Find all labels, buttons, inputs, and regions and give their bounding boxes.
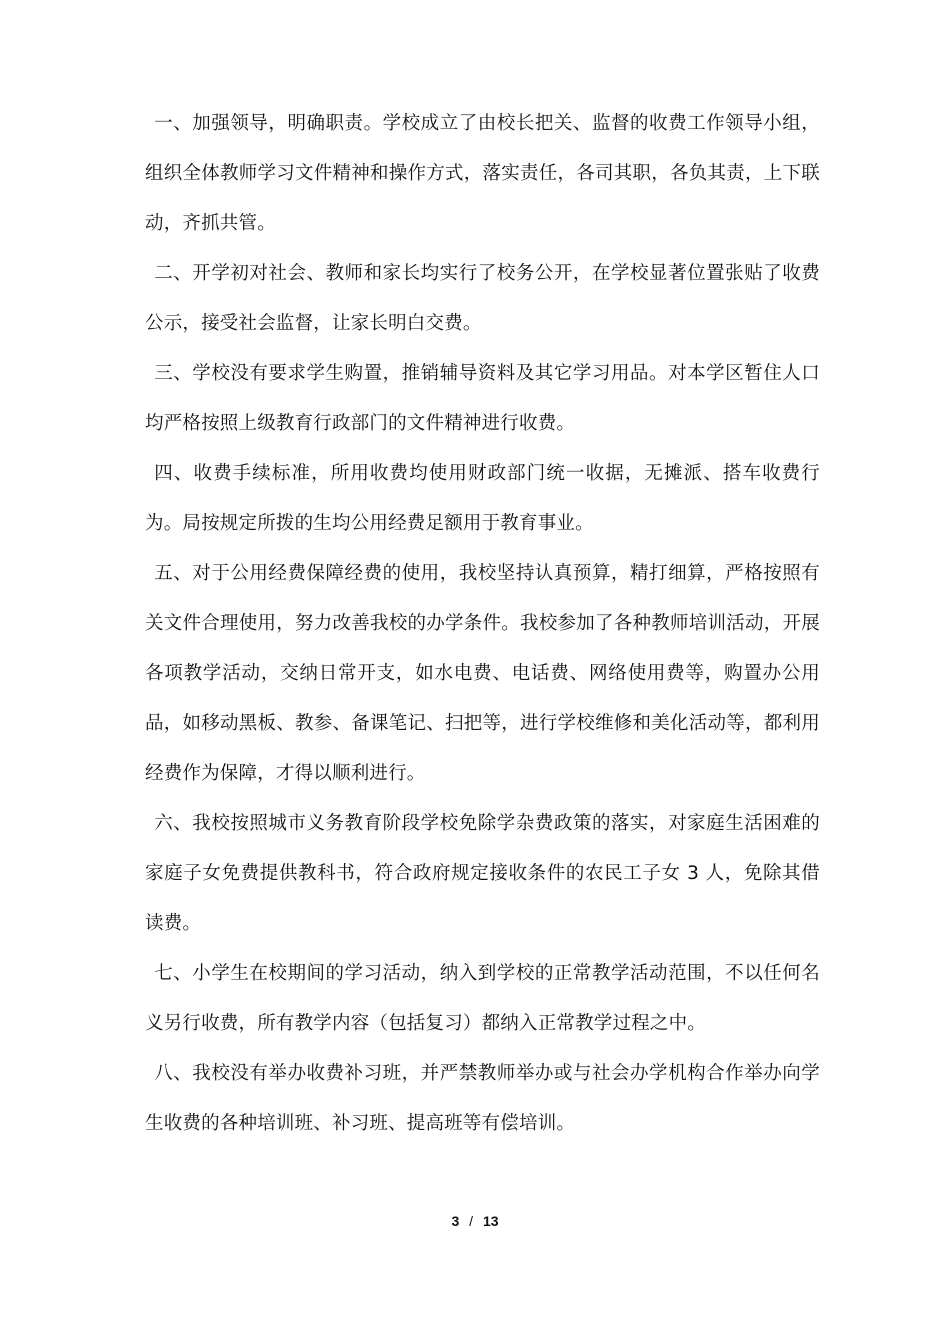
paragraph-1: 一、加强领导，明确职责。学校成立了由校长把关、监督的收费工作领导小组，组织全体教师学习文件精神和操作方式，落实责任，各司其职，各负其责，上下联动，齐抓共管。 xyxy=(145,113,820,234)
paragraph-3: 三、学校没有要求学生购置，推销辅导资料及其它学习用品。对本学区暂住人口均严格按照上级教育行政部门的文件精神进行收费。 xyxy=(145,363,820,434)
paragraph-8: 八、我校没有举办收费补习班，并严禁教师举办或与社会办学机构合作举办向学生收费的各种培训班、补习班、提高班等有偿培训。 xyxy=(145,1063,820,1134)
page-separator: / xyxy=(469,1213,474,1229)
document-body xyxy=(145,99,820,1149)
paragraph-4: 四、收费手续标准，所用收费均使用财政部门统一收据，无摊派、搭车收费行为。局按规定所拨的生均公用经费足额用于教育事业。 xyxy=(145,463,820,534)
paragraph-2: 二、开学初对社会、教师和家长均实行了校务公开，在学校显著位置张贴了收费公示，接受社会监督，让家长明白交费。 xyxy=(145,263,820,334)
page-number-footer xyxy=(0,1213,950,1229)
current-page-number: 3 xyxy=(451,1213,460,1229)
paragraph-6: 六、我校按照城市义务教育阶段学校免除学杂费政策的落实，对家庭生活困难的家庭子女免费提供教科书，符合政府规定接收条件的农民工子女 3 人，免除其借读费。 xyxy=(145,813,820,934)
total-page-count: 13 xyxy=(482,1213,499,1229)
paragraph-7: 七、小学生在校期间的学习活动，纳入到学校的正常教学活动范围，不以任何名义另行收费，所有教学内容（包括复习）都纳入正常教学过程之中。 xyxy=(145,963,820,1034)
paragraph-5: 五、对于公用经费保障经费的使用，我校坚持认真预算，精打细算，严格按照有关文件合理使用，努力改善我校的办学条件。我校参加了各种教师培训活动，开展各项教学活动，交纳日常开支，如水电费、电话费、网络使用费等，购置办公用品，如移动黑板、教参、备课笔记、扫把等，进行学校维修和美化活动等，都利用经费作为保障，才得以顺利进行。 xyxy=(145,563,820,784)
